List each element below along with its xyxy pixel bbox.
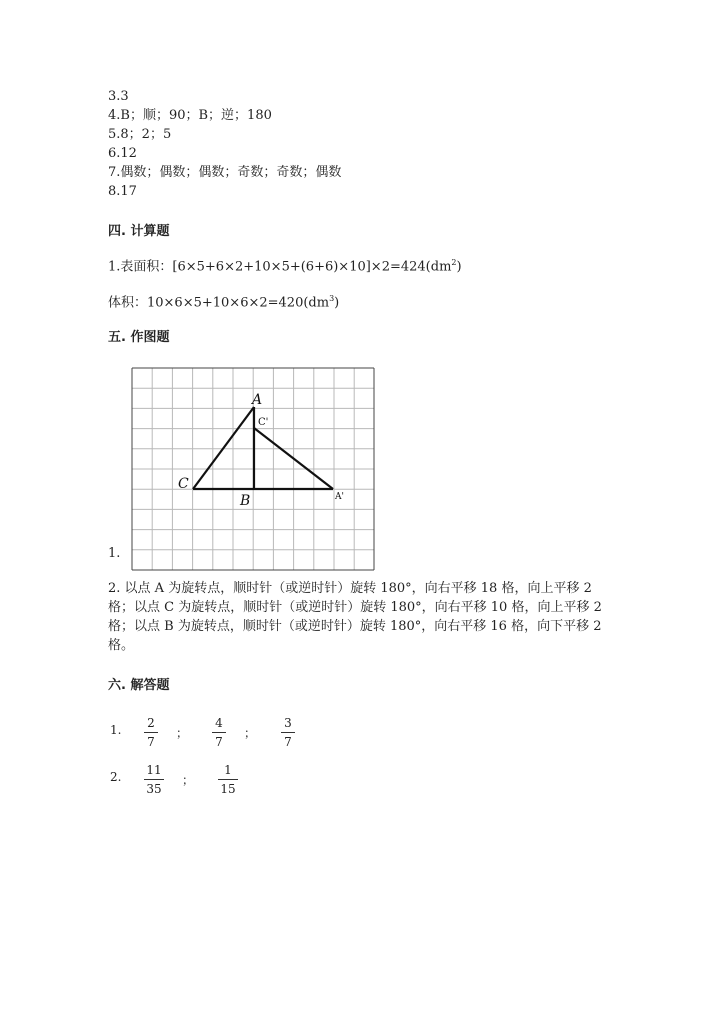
answer-4: 4.B；顺；90；B；逆；180 (108, 108, 272, 123)
answer-5: 5.8；2；5 (108, 127, 172, 142)
label-B: B (240, 493, 251, 509)
answer-6: 6.12 (108, 146, 137, 161)
volume-exp: 3 (329, 294, 335, 303)
question-1-label: 1. (110, 723, 122, 737)
surface-area-exp: 2 (451, 258, 457, 267)
answer-3: 3.3 (108, 89, 129, 104)
drawing-item-1-label: 1. (108, 546, 121, 561)
q2-fraction-1-den: 35 (146, 782, 162, 796)
fraction-bar (281, 732, 295, 733)
fraction-bar (218, 779, 238, 780)
q1-fraction-1-den: 7 (147, 735, 155, 749)
separator: ； (244, 726, 257, 740)
label-A: A (252, 392, 263, 408)
q2-fraction-2 (218, 763, 238, 796)
answer-7: 7.偶数；偶数；偶数；奇数；奇数；偶数 (108, 165, 342, 180)
q1-fraction-2-den: 7 (215, 735, 223, 749)
rotation-grid-figure (128, 366, 378, 572)
question-2-label: 2. (110, 770, 122, 784)
label-A-prime: A' (335, 492, 344, 502)
label-C-prime: C' (258, 417, 269, 428)
separator: ； (176, 726, 189, 740)
q1-fraction-1-num: 2 (147, 716, 155, 730)
answer-8: 8.17 (108, 184, 137, 199)
drawing-item-2-text: 2. 以点 A 为旋转点，顺时针（或逆时针）旋转 180°，向右平移 18 格，向上平移 2 格；以点 C 为旋转点，顺时针（或逆时针）旋转 180°，向右平移 10 格，向上平移 2 格；以点 B 为旋转点，顺时针（或逆时针）旋转 180°，向右平移 16 格，向下平移 2 格。 (108, 581, 602, 653)
volume-answer (108, 290, 339, 312)
surface-area-close: ) (456, 259, 462, 275)
segment-CA (193, 407, 254, 489)
volume-close: ) (334, 295, 340, 311)
q2-fraction-2-num: 1 (224, 763, 232, 777)
q1-fraction-2-num: 4 (215, 716, 223, 730)
separator: ； (182, 773, 195, 787)
q1-fraction-2 (212, 716, 226, 749)
volume-text: 体积：10×6×5+10×6×2=420(dm (108, 295, 330, 311)
fraction-bar (144, 732, 158, 733)
q1-fraction-1 (144, 716, 158, 749)
section-5-title: 五. 作图题 (108, 330, 170, 345)
fraction-bar (144, 779, 164, 780)
q1-fraction-3-den: 7 (284, 735, 292, 749)
surface-area-text: 1.表面积：[6×5+6×2+10×5+(6+6)×10]×2=424(dm (108, 259, 452, 275)
label-C: C (178, 476, 189, 492)
section-6-title: 六. 解答题 (108, 678, 170, 693)
q1-fraction-3-num: 3 (284, 716, 292, 730)
surface-area-answer (108, 254, 462, 276)
q2-fraction-1-num: 11 (146, 763, 162, 777)
q1-fraction-3 (281, 716, 295, 749)
section-4-title: 四. 计算题 (108, 224, 170, 239)
q2-fraction-2-den: 15 (220, 782, 236, 796)
q2-fraction-1 (144, 763, 164, 796)
fraction-bar (212, 732, 226, 733)
